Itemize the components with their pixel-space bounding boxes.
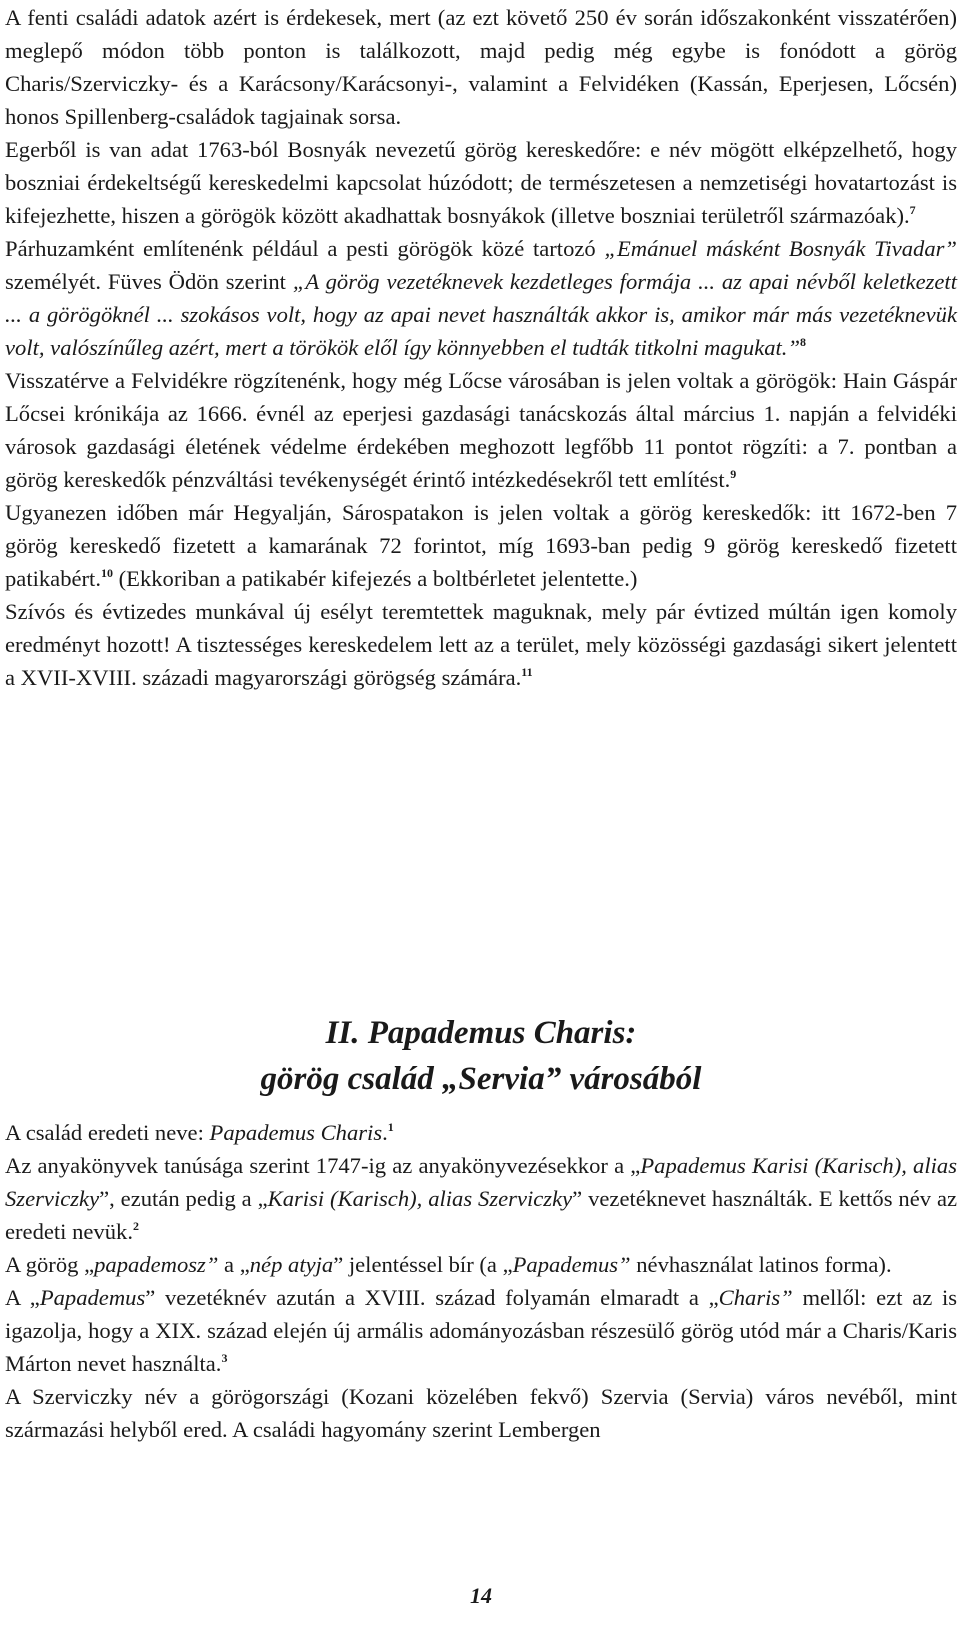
paragraph-text: Egerből is van adat 1763-ból Bosnyák nevezetű görög kereskedőre: e név mögött elképzelhető, hogy boszniai érdekeltségű kereskedelmi kapcsolat húzódott; de természetesen a nemzetiségi hovatartozást is kifejezhette, hiszen a görögök között akadhattak bosnyákok (illetve boszniai területről származóak).	[5, 137, 957, 228]
paragraph-text: (Ekkoriban a patikabér kifejezés a boltbérletet jelentette.)	[112, 566, 638, 591]
paragraph-family-fates	[5, 0, 957, 133]
footnote-ref: 7	[909, 203, 916, 217]
footnote-ref: 8	[800, 335, 807, 349]
lower-section	[5, 1116, 957, 1446]
paragraph-eger-bosnyak	[5, 133, 957, 232]
footnote-ref: 3	[221, 1351, 228, 1365]
paragraph-sarospatak	[5, 496, 957, 595]
upper-section	[5, 0, 957, 694]
paragraph-text: .	[382, 1120, 388, 1145]
footnote-ref: 2	[132, 1219, 139, 1233]
chapter-heading	[5, 1010, 957, 1102]
paragraph-registers	[5, 1149, 957, 1248]
paragraph-text: A görög „	[5, 1252, 95, 1277]
paragraph-text: névhasználat latinos forma).	[630, 1252, 892, 1277]
paragraph-surname-change	[5, 1281, 957, 1380]
paragraph-text: A család eredeti neve:	[5, 1120, 210, 1145]
italic-name: Papademus Karisi (Karisch), alias Szerviczky	[5, 1153, 957, 1211]
paragraph-text: Az anyakönyvek tanúsága szerint 1747-ig az anyakönyvezésekkor a „	[5, 1153, 641, 1178]
page-number: 14	[470, 1583, 492, 1608]
paragraph-text: személyét. Füves Ödön szerint	[5, 269, 293, 294]
document-page	[5, 0, 958, 1608]
paragraph-original-name	[5, 1116, 957, 1149]
paragraph-text: Visszatérve a Felvidékre rögzítenénk, hogy még Lőcse városában is jelen voltak a görögök: Hain Gáspár Lőcsei krónikája az 1666. évnél az eperjesi gazdasági tanácskozás által március 1. napján a felvidéki városok gazdasági életének védelme érdekében meghozott legfőbb 11 pontot rögzíti: a 7. pontban a görög kereskedők pénzváltási tevékenységét érintő intézkedésekről tett említést.	[5, 368, 957, 492]
paragraph-text: A „	[5, 1285, 40, 1310]
paragraph-text: A Szerviczky név a görögországi (Kozani közelében fekvő) Szervia (Servia) város nevéből, mint származási helyből ered. A családi hagyomány szerint Lembergen	[5, 1384, 957, 1442]
footnote-ref: 11	[521, 665, 533, 679]
paragraph-locse	[5, 364, 957, 496]
heading-line-1: II. Papademus Charis:	[325, 1015, 637, 1051]
italic-term: nép atyja	[249, 1252, 334, 1277]
footnote-ref: 10	[100, 566, 113, 580]
footnote-ref: 1	[387, 1120, 394, 1134]
paragraph-pest-greeks	[5, 232, 957, 364]
italic-term: papademosz”	[94, 1252, 219, 1277]
paragraph-text: ” vezetéknév azután a XVIII. század folyamán elmaradt a „	[145, 1285, 719, 1310]
paragraph-text: mellől: ezt az is igazolja, hogy a XIX. század elején új armális adományozásban részesülő görög utód már a Charis/Karis Márton nevet használta.	[5, 1285, 958, 1376]
quoted-name: „Emánuel másként Bosnyák Tivadar”	[604, 236, 957, 261]
italic-name: Papademus	[39, 1285, 146, 1310]
italic-name: Karisi (Karisch), alias Szerviczky	[267, 1186, 573, 1211]
italic-name: Charis”	[718, 1285, 793, 1310]
italic-term: Papademus”	[512, 1252, 631, 1277]
paragraph-text: A fenti családi adatok azért is érdekesek, mert (az ezt követő 250 év során időszakonként visszatérően) meglepő módon több ponton is találkozott, majd pedig még egybe is fonódott a görög Charis/Szerviczky- és a Karácsony/Karácsonyi-, valamint a Felvidéken (Kassán, Eperjesen, Lőcsén) honos Spillenberg-családok tagjainak sorsa.	[5, 5, 957, 129]
paragraph-text: a „	[218, 1252, 250, 1277]
quotation: „A görög vezetéknevek kezdetleges formája ... az apai névből keletkezett ... a görögöknél ... szokásos volt, hogy az apai nevet használták akkor is, amikor már más vezetéknevük volt, valószínűleg azért, mert a törökök elől így könnyebben el tudták titkolni magukat.”	[5, 269, 957, 360]
paragraph-szerviczky-origin	[5, 1380, 957, 1446]
heading-line-2: görög család „Servia” városából	[260, 1061, 702, 1097]
paragraph-success	[5, 595, 957, 694]
paragraph-text: Szívós és évtizedes munkával új esélyt teremtettek maguknak, mely pár évtized múltán igen komoly eredményt hozott! A tisztességes kereskedelem lett az a terület, mely közösségi gazdasági sikert jelentett a XVII-XVIII. századi magyarországi görögség számára.	[5, 599, 957, 690]
paragraph-text: ” vezetéknevet használták. E kettős név az eredeti nevük.	[5, 1186, 957, 1244]
paragraph-papademosz	[5, 1248, 957, 1281]
footnote-ref: 9	[730, 467, 737, 481]
italic-name: Papademus Charis	[209, 1120, 383, 1145]
paragraph-text: ”, ezután pedig a „	[99, 1186, 268, 1211]
paragraph-text: Ugyanezen időben már Hegyalján, Sárospatakon is jelen voltak a görög kereskedők: itt 1672-ben 7 görög kereskedő fizetett a kamarának 72 forintot, míg 1693-ban pedig 9 görög kereskedő fizetett patikabért.	[5, 500, 957, 591]
paragraph-text: ” jelentéssel bír (a „	[333, 1252, 513, 1277]
paragraph-text: Párhuzamként említenénk például a pesti görögök közé tartozó	[5, 236, 605, 261]
